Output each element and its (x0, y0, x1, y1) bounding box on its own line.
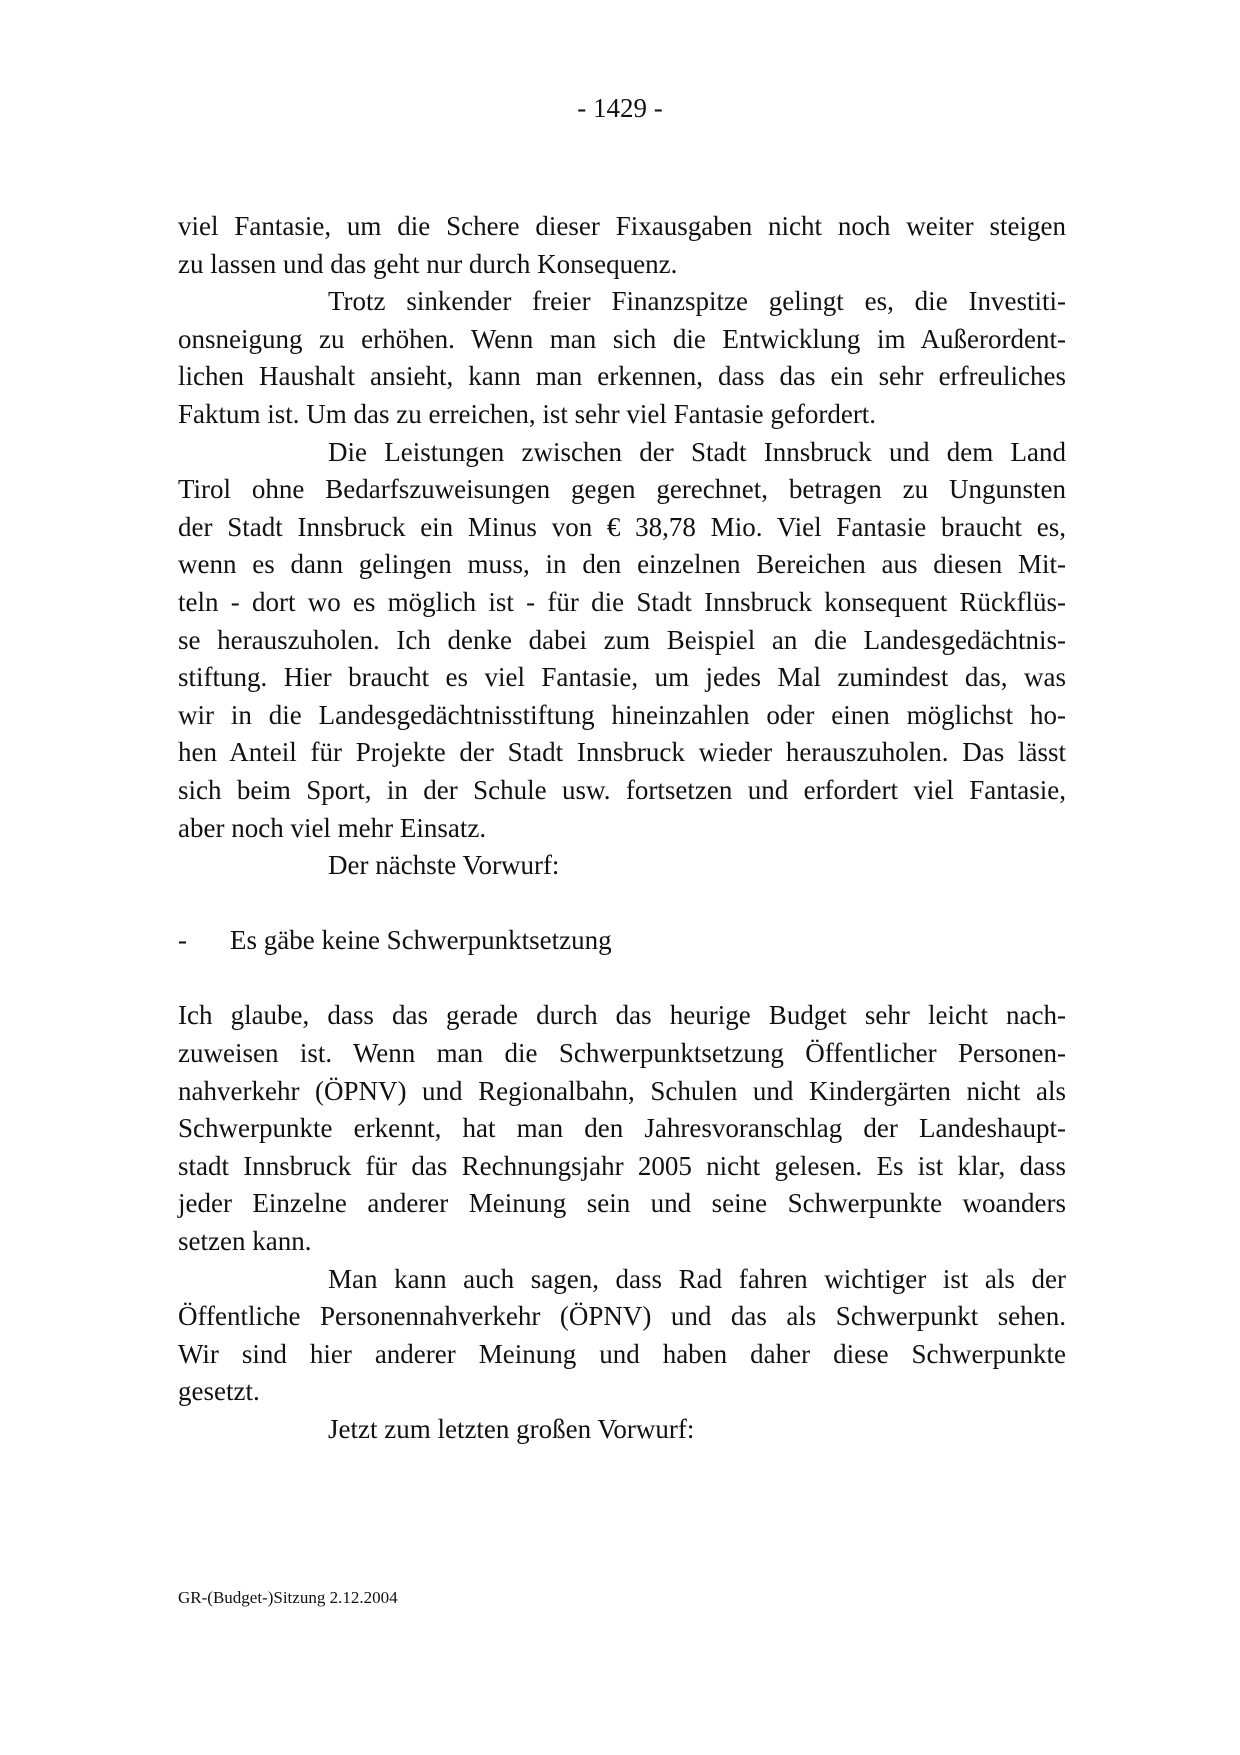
text-line: viel Fantasie, um die Schere dieser Fixausgaben nicht noch weiter steigen (178, 211, 1066, 241)
bullet-text: Es gäbe keine Schwerpunktsetzung (230, 925, 612, 956)
blank-line (178, 960, 1066, 998)
text-line: teln - dort wo es möglich ist - für die Stadt Innsbruck konsequent Rückflüs- (178, 586, 1066, 617)
text-line: stadt Innsbruck für das Rechnungsjahr 2005 nicht gelesen. Es ist klar, dass (178, 1150, 1066, 1181)
text-line: Öffentliche Personennahverkehr (ÖPNV) und das als Schwerpunkt sehen. (178, 1301, 1066, 1332)
text-line: stiftung. Hier braucht es viel Fantasie, um jedes Mal zumindest das, was (178, 662, 1066, 693)
text-line: se herauszuholen. Ich denke dabei zum Beispiel an die Landesgedächtnis- (178, 624, 1066, 655)
text-line: lichen Haushalt ansieht, kann man erkennen, dass das ein sehr erfreuliches (178, 361, 1066, 392)
text-line: wir in die Landesgedächtnisstiftung hineinzahlen oder einen möglichst ho- (178, 699, 1066, 730)
document-body (178, 208, 1066, 1449)
text-line: sich beim Sport, in der Schule usw. fortsetzen und erfordert viel Fantasie, (178, 774, 1066, 805)
paragraph (178, 208, 1066, 283)
text-line: gesetzt. (178, 1376, 260, 1407)
blank-line (178, 885, 1066, 923)
text-line: Tirol ohne Bedarfszuweisungen gegen gerechnet, betragen zu Ungunsten (178, 474, 1066, 505)
page-number: - 1429 - (577, 93, 663, 123)
text-line: Der nächste Vorwurf: (328, 850, 560, 881)
paragraph (178, 1411, 1066, 1449)
text-line: nahverkehr (ÖPNV) und Regionalbahn, Schulen und Kindergärten nicht als (178, 1075, 1066, 1106)
paragraph (178, 847, 1066, 885)
text-line: Jetzt zum letzten großen Vorwurf: (328, 1414, 695, 1444)
text-line: setzen kann. (178, 1226, 312, 1257)
text-line: Faktum ist. Um das zu erreichen, ist sehr viel Fantasie gefordert. (178, 398, 877, 429)
text-line: Trotz sinkender freier Finanzspitze gelingt es, die Investiti- (328, 286, 1066, 317)
paragraph (178, 283, 1066, 433)
paragraph (178, 1261, 1066, 1411)
footer-session-info: GR-(Budget-)Sitzung 2.12.2004 (178, 1588, 398, 1607)
text-line: Schwerpunkte erkennt, hat man den Jahresvoranschlag der Landeshaupt- (178, 1113, 1066, 1144)
text-line: hen Anteil für Projekte der Stadt Innsbruck wieder herauszuholen. Das lässt (178, 737, 1066, 768)
text-line: onsneigung zu erhöhen. Wenn man sich die Entwicklung im Außerordent- (178, 323, 1066, 354)
text-line: Die Leistungen zwischen der Stadt Innsbruck und dem Land (328, 436, 1066, 467)
text-line: zu lassen und das geht nur durch Konsequenz. (178, 248, 678, 279)
text-line: der Stadt Innsbruck ein Minus von € 38,78 Mio. Viel Fantasie braucht es, (178, 511, 1066, 542)
text-line: Ich glaube, dass das gerade durch das heurige Budget sehr leicht nach- (178, 1000, 1066, 1031)
text-line: Wir sind hier anderer Meinung und haben daher diese Schwerpunkte (178, 1338, 1066, 1369)
text-line: wenn es dann gelingen muss, in den einzelnen Bereichen aus diesen Mit- (178, 549, 1066, 580)
bullet-item (178, 922, 1066, 960)
bullet-dash: - (178, 925, 187, 956)
text-line: jeder Einzelne anderer Meinung sein und seine Schwerpunkte woanders (178, 1188, 1066, 1219)
text-line: aber noch viel mehr Einsatz. (178, 812, 487, 843)
paragraph (178, 434, 1066, 848)
paragraph (178, 997, 1066, 1260)
text-line: Man kann auch sagen, dass Rad fahren wichtiger ist als der (328, 1263, 1066, 1294)
text-line: zuweisen ist. Wenn man die Schwerpunktsetzung Öffentlicher Personen- (178, 1038, 1066, 1069)
